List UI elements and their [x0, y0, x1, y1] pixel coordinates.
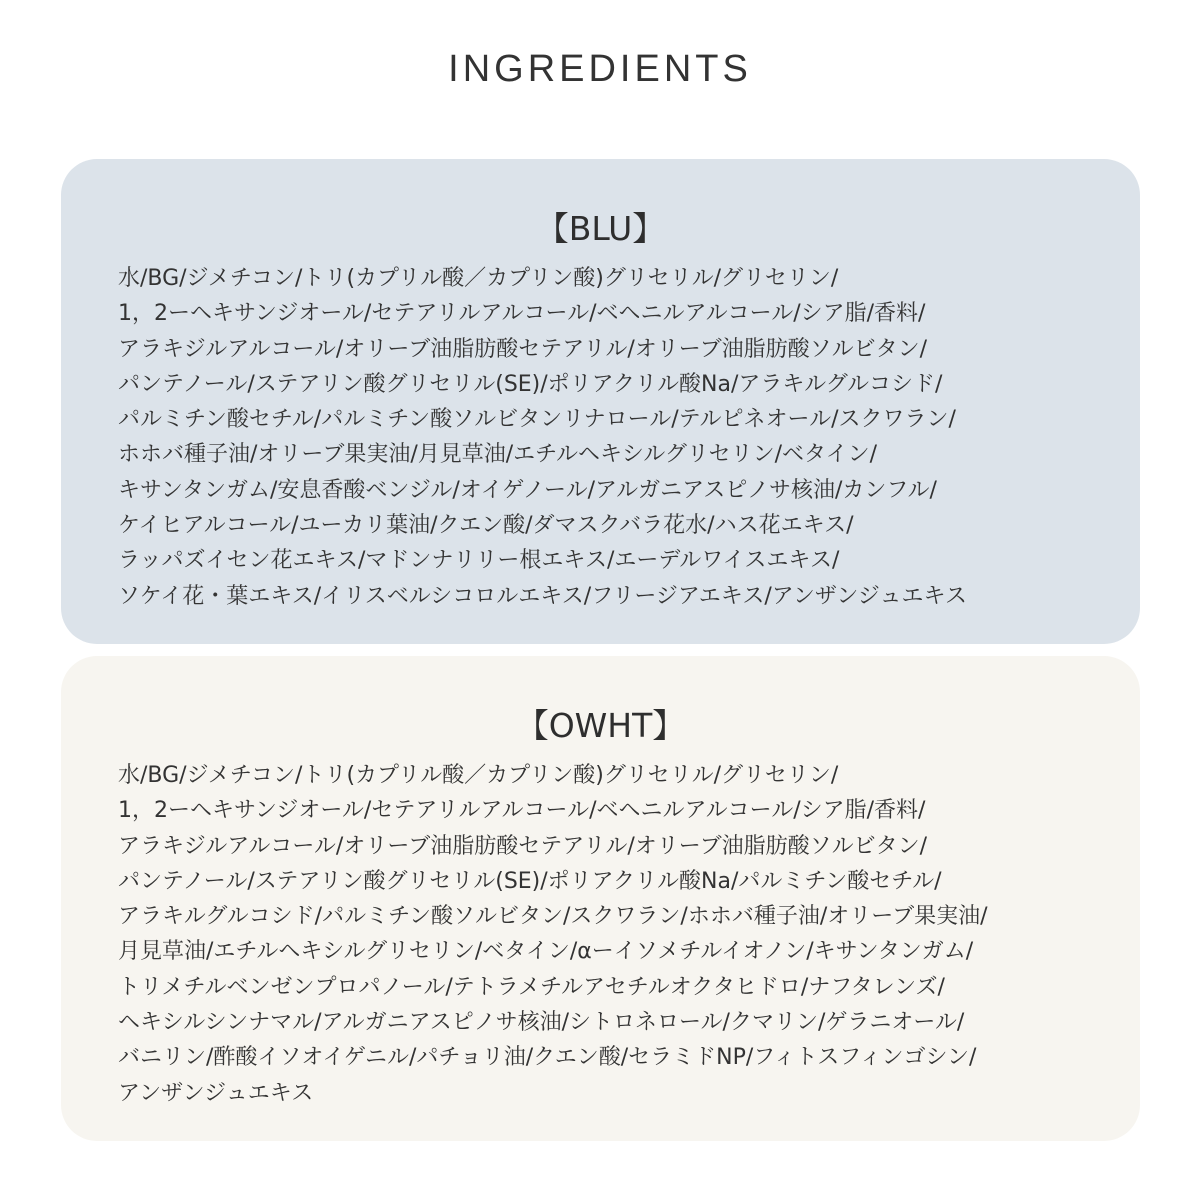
ingredient-line: 月見草油/エチルヘキシルグリセリン/ベタイン/αーイソメチルイオノン/キサンタンガム/	[118, 939, 974, 965]
ingredient-line: ソケイ花・葉エキス/イリスベルシコロルエキス/フリージアエキス/アンザンジュエキス	[118, 583, 967, 609]
section-heading-blu: 【BLU】	[535, 209, 666, 248]
ingredient-line: 水/BG/ジメチコン/トリ(カプリル酸／カプリン酸)グリセリル/グリセリン/	[118, 266, 839, 291]
ingredient-line: 水/BG/ジメチコン/トリ(カプリル酸／カプリン酸)グリセリル/グリセリン/	[118, 763, 839, 788]
ingredient-list-blu	[118, 261, 967, 614]
ingredient-line: パンテノール/ステアリン酸グリセリル(SE)/ポリアクリル酸Na/アラキルグルコシド/	[118, 371, 943, 397]
ingredient-line: ホホバ種子油/オリーブ果実油/月見草油/エチルヘキシルグリセリン/ベタイン/	[118, 442, 877, 468]
page-title: INGREDIENTS	[448, 48, 752, 90]
ingredient-line: パルミチン酸セチル/パルミチン酸ソルビタンリナロール/テルピネオール/スクワラン/	[118, 407, 956, 433]
ingredient-line: ヘキシルシンナマル/アルガニアスピノサ核油/シトロネロール/クマリン/ゲラニオール/	[118, 1010, 965, 1036]
ingredient-line: ラッパズイセン花エキス/マドンナリリー根エキス/エーデルワイスエキス/	[118, 548, 840, 574]
section-heading-owht: 【OWHT】	[515, 706, 686, 745]
ingredient-line: トリメチルベンゼンプロパノール/テトラメチルアセチルオクタヒドロ/ナフタレンズ/	[118, 974, 945, 1000]
ingredients-card-owht	[61, 656, 1140, 1141]
ingredient-line: バニリン/酢酸イソオイゲニル/パチョリ油/クエン酸/セラミドNP/フィトスフィンゴシン/	[118, 1045, 977, 1071]
ingredient-line: ケイヒアルコール/ユーカリ葉油/クエン酸/ダマスクバラ花水/ハス花エキス/	[118, 513, 854, 539]
ingredient-line: キサンタンガム/安息香酸ベンジル/オイゲノール/アルガニアスピノサ核油/カンフル/	[118, 477, 937, 503]
ingredient-line: 1，2ーヘキサンジオール/セテアリルアルコール/ベヘニルアルコール/シア脂/香料/	[118, 798, 926, 824]
ingredient-line: アラキジルアルコール/オリーブ油脂肪酸セテアリル/オリーブ油脂肪酸ソルビタン/	[118, 336, 928, 362]
ingredient-line: アラキルグルコシド/パルミチン酸ソルビタン/スクワラン/ホホバ種子油/オリーブ果実油/	[118, 904, 988, 930]
ingredient-line: アラキジルアルコール/オリーブ油脂肪酸セテアリル/オリーブ油脂肪酸ソルビタン/	[118, 833, 928, 859]
ingredient-line: アンザンジュエキス	[118, 1080, 314, 1106]
ingredient-line: 1，2ーヘキサンジオール/セテアリルアルコール/ベヘニルアルコール/シア脂/香料/	[118, 301, 926, 327]
ingredient-list-owht	[118, 758, 988, 1111]
ingredients-card-blu	[61, 159, 1140, 644]
ingredient-line: パンテノール/ステアリン酸グリセリル(SE)/ポリアクリル酸Na/パルミチン酸セチル/	[118, 868, 942, 894]
